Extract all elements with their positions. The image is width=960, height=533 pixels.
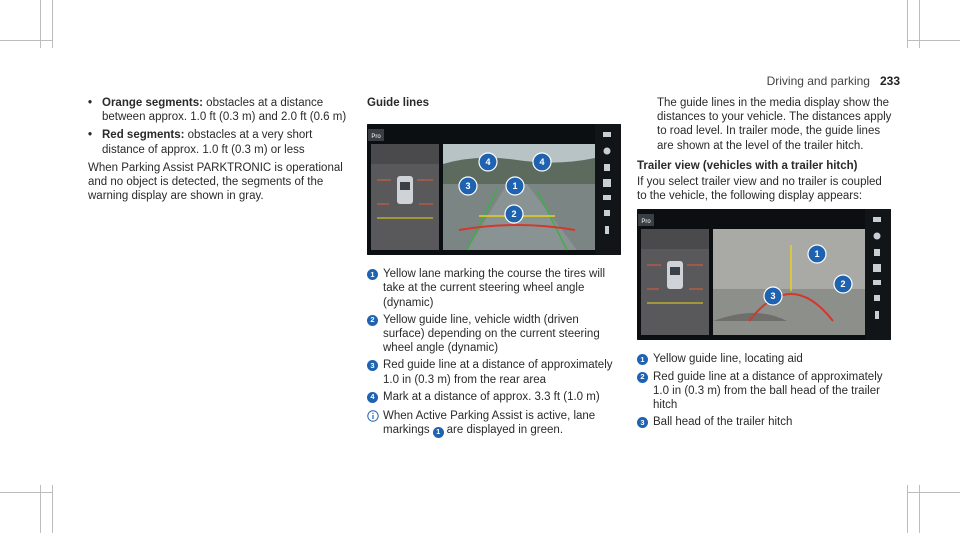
intro-paragraph: The guide lines in the media display show the distances to your vehicle. The distances apply to road level. In trailer mode, the guide lines are shown at the level of the trailer hitch. [657,97,892,152]
bullet-text: obstacles at a distance between approx. 1.0 ft (0.3 m) and 2.0 ft (0.6 m) [102,97,347,124]
pro-label: Pro [371,134,381,141]
number-badge: 1 [367,269,378,280]
svg-text:4: 4 [539,157,545,168]
list-item [367,267,623,310]
item-text: Yellow guide line, vehicle width (driven surface) depending on the current steering wheel angle (dynamic) [383,313,600,355]
column-3 [637,96,893,432]
paragraph: When Parking Assist PARKTRONIC is operational and no object is detected, the segments of the warning display are shown in gray. [88,161,343,203]
guide-lines-legend [367,267,623,437]
note-text: When Active Parking Assist is active, lane markings [383,410,596,437]
note [367,409,623,437]
info-icon [367,410,379,422]
bullet-text: obstacles at a very short distance of approx. 1.0 ft (0.3 m) or less [102,129,313,156]
svg-text:4: 4 [485,157,491,168]
page-header [767,74,900,88]
section-title: Driving and parking [766,74,870,88]
number-badge: 2 [367,315,378,326]
number-badge: 1 [637,354,648,365]
bullet-red [88,128,350,156]
number-badge: 1 [433,427,444,438]
number-badge: 3 [637,417,648,428]
item-text: Red guide line at a distance of approximately 1.0 in (0.3 m) from the rear area [383,359,613,386]
number-badge: 3 [367,360,378,371]
paragraph: If you select trailer view and no trailer is coupled to the vehicle, the following display appears: [637,176,882,203]
list-item [367,313,623,356]
svg-text:2: 2 [840,279,846,290]
column-2 [367,96,623,440]
list-item [367,358,623,386]
pro-label: Pro [641,219,651,226]
crop-mark [907,492,960,493]
bullet-title: Orange segments: [102,97,203,109]
crop-mark [0,40,52,41]
crop-mark [0,492,52,493]
number-badge: 4 [367,392,378,403]
number-badge: 2 [637,372,648,383]
item-text: Yellow lane marking the course the tires will take at the current steering wheel angle (dynamic) [383,268,606,309]
section-heading: Trailer view (vehicles with a trailer hitch) [637,159,858,172]
crop-mark [52,485,53,533]
svg-text:2: 2 [511,209,517,220]
item-text: Mark at a distance of approx. 3.3 ft (1.0 m) [383,390,600,403]
column-1 [88,96,350,209]
bullet-title: Red segments: [102,129,185,142]
svg-text:3: 3 [770,291,776,302]
bullet-orange [88,96,350,124]
trailer-view-legend [637,352,893,429]
crop-mark [907,40,960,41]
trailer-view-display [637,209,891,340]
list-item [367,390,623,404]
list-item [637,370,893,413]
svg-text:3: 3 [465,181,471,192]
list-item [637,352,893,366]
item-text: Red guide line at a distance of approximately 1.0 in (0.3 m) from the ball head of the trailer hitch [653,370,883,412]
note-text: are displayed in green. [446,424,564,437]
crop-mark [52,0,53,48]
page-number: 233 [879,74,900,88]
svg-text:1: 1 [814,249,820,260]
list-item [637,415,893,429]
section-heading: Guide lines [367,97,429,109]
guide-lines-display [367,124,621,255]
svg-text:1: 1 [512,181,518,192]
item-text: Yellow guide line, locating aid [653,353,803,366]
item-text: Ball head of the trailer hitch [653,416,793,429]
